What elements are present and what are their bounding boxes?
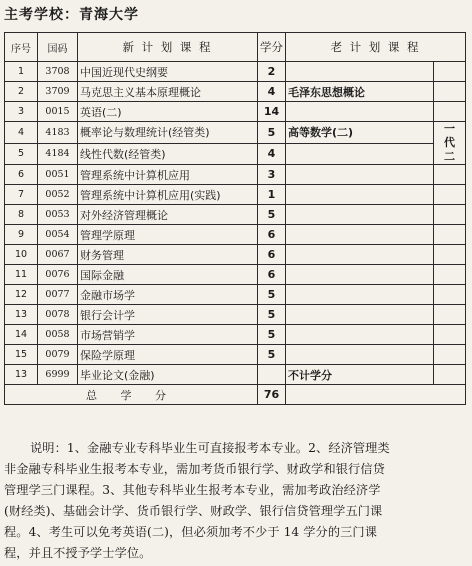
empty-cell [434, 325, 466, 345]
replacement-note-cell [434, 122, 466, 165]
empty-cell [434, 165, 466, 185]
row-course-name: 中国近现代史纲要 [78, 62, 258, 82]
row-seq: 13 [5, 365, 38, 385]
table-row [5, 225, 466, 245]
empty-cell [434, 265, 466, 285]
note-line: 管理学三门课程。3、其他专科毕业生报考本专业，需加考政治经济学 [4, 483, 381, 497]
row-code: 3709 [38, 82, 78, 102]
empty-cell [434, 82, 466, 102]
row-old-course [286, 305, 434, 325]
row-credit: 5 [258, 122, 286, 144]
header-old-plan: 老 计 划 课 程 [286, 33, 466, 62]
table-row [5, 62, 466, 82]
row-code: 0052 [38, 185, 78, 205]
row-old-course [286, 245, 434, 265]
row-course-name: 线性代数(经管类) [78, 143, 258, 165]
empty-cell [434, 245, 466, 265]
total-row [5, 385, 466, 405]
row-old-course [286, 143, 434, 165]
total-value: 76 [258, 385, 286, 405]
header-new-plan: 新 计 划 课 程 [78, 33, 258, 62]
table-row [5, 102, 466, 122]
row-course-name: 管理学原理 [78, 225, 258, 245]
row-credit: 6 [258, 245, 286, 265]
table-row [5, 82, 466, 102]
row-old-course [286, 102, 434, 122]
note-line: 程，并且不授予学士学位。 [4, 546, 152, 560]
row-code: 0058 [38, 325, 78, 345]
row-seq: 6 [5, 165, 38, 185]
row-course-name: 银行会计学 [78, 305, 258, 325]
table-row [5, 325, 466, 345]
empty-cell [434, 102, 466, 122]
table-row [5, 185, 466, 205]
row-code: 3708 [38, 62, 78, 82]
row-seq: 8 [5, 205, 38, 225]
empty-cell [434, 345, 466, 365]
row-seq: 3 [5, 102, 38, 122]
row-seq: 13 [5, 305, 38, 325]
row-code: 0076 [38, 265, 78, 285]
table-row [5, 165, 466, 185]
note-line: 程。4、考生可以免考英语(二)，但必须加考不少于 14 学分的三门课 [4, 525, 377, 539]
row-code: 6999 [38, 365, 78, 385]
row-old-course [286, 205, 434, 225]
row-course-name: 财务管理 [78, 245, 258, 265]
row-credit: 2 [258, 62, 286, 82]
table-row [5, 305, 466, 325]
empty-cell [434, 185, 466, 205]
row-credit: 3 [258, 165, 286, 185]
table-row [5, 245, 466, 265]
empty-cell [286, 385, 466, 405]
row-code: 0078 [38, 305, 78, 325]
row-course-name: 马克思主义基本原理概论 [78, 82, 258, 102]
table-row [5, 143, 466, 165]
table-row [5, 205, 466, 225]
row-credit: 14 [258, 102, 286, 122]
table-header-row [5, 33, 466, 62]
empty-cell [434, 305, 466, 325]
note-line: 非金融专科毕业生报考本专业，需加考货币银行学、财政学和银行信贷 [4, 462, 385, 476]
row-course-name: 管理系统中计算机应用(实践) [78, 185, 258, 205]
row-code: 0067 [38, 245, 78, 265]
row-course-name: 国际金融 [78, 265, 258, 285]
row-old-course [286, 62, 434, 82]
row-credit: 5 [258, 205, 286, 225]
row-seq: 2 [5, 82, 38, 102]
row-credit: 4 [258, 82, 286, 102]
row-course-name: 英语(二) [78, 102, 258, 122]
total-label: 总 学 分 [5, 385, 258, 405]
row-course-name: 管理系统中计算机应用 [78, 165, 258, 185]
row-seq: 1 [5, 62, 38, 82]
exam-school-title: 主考学校：青海大学 [4, 7, 139, 23]
row-old-course: 高等数学(二) [286, 122, 434, 144]
row-old-course [286, 265, 434, 285]
row-seq: 14 [5, 325, 38, 345]
table-row [5, 265, 466, 285]
table-row [5, 345, 466, 365]
row-code: 0079 [38, 345, 78, 365]
row-old-course [286, 185, 434, 205]
row-seq: 9 [5, 225, 38, 245]
row-old-course [286, 325, 434, 345]
row-credit: 5 [258, 325, 286, 345]
row-seq: 12 [5, 285, 38, 305]
empty-cell [434, 205, 466, 225]
header-code: 国码 [38, 33, 78, 62]
row-old-course: 不计学分 [286, 365, 434, 385]
row-seq: 5 [5, 143, 38, 165]
empty-cell [434, 285, 466, 305]
row-code: 0077 [38, 285, 78, 305]
row-credit: 4 [258, 143, 286, 165]
row-code: 0053 [38, 205, 78, 225]
row-seq: 7 [5, 185, 38, 205]
empty-cell [434, 62, 466, 82]
row-course-name: 概率论与数理统计(经管类) [78, 122, 258, 144]
note-line: 说明：1、金融专业专科毕业生可直接报考本专业。2、经济管理类 [30, 441, 390, 455]
course-table [4, 32, 466, 405]
row-credit: 5 [258, 345, 286, 365]
row-code: 4183 [38, 122, 78, 144]
table-row [5, 365, 466, 385]
row-old-course [286, 345, 434, 365]
empty-cell [434, 365, 466, 385]
replacement-note: 一 代 二 [444, 122, 455, 163]
row-course-name: 对外经济管理概论 [78, 205, 258, 225]
row-credit: 1 [258, 185, 286, 205]
empty-cell [434, 225, 466, 245]
row-code: 0051 [38, 165, 78, 185]
header-credit: 学分 [258, 33, 286, 62]
row-credit: 5 [258, 285, 286, 305]
row-course-name: 保险学原理 [78, 345, 258, 365]
row-old-course [286, 285, 434, 305]
note-line: (财经类)、基础会计学、货币银行学、财政学、银行信贷管理学五门课 [4, 504, 383, 518]
row-credit: 6 [258, 265, 286, 285]
row-code: 4184 [38, 143, 78, 165]
row-seq: 11 [5, 265, 38, 285]
row-seq: 4 [5, 122, 38, 144]
row-seq: 10 [5, 245, 38, 265]
row-old-course [286, 165, 434, 185]
row-credit: 6 [258, 225, 286, 245]
row-course-name: 毕业论文(金融) [78, 365, 258, 385]
row-course-name: 市场营销学 [78, 325, 258, 345]
explanation-note [4, 438, 466, 564]
row-old-course [286, 225, 434, 245]
table-row [5, 122, 466, 144]
table-row [5, 285, 466, 305]
row-course-name: 金融市场学 [78, 285, 258, 305]
row-code: 0015 [38, 102, 78, 122]
row-credit [258, 365, 286, 385]
header-seq: 序号 [5, 33, 38, 62]
row-credit: 5 [258, 305, 286, 325]
row-old-course: 毛泽东思想概论 [286, 82, 434, 102]
row-seq: 15 [5, 345, 38, 365]
row-code: 0054 [38, 225, 78, 245]
